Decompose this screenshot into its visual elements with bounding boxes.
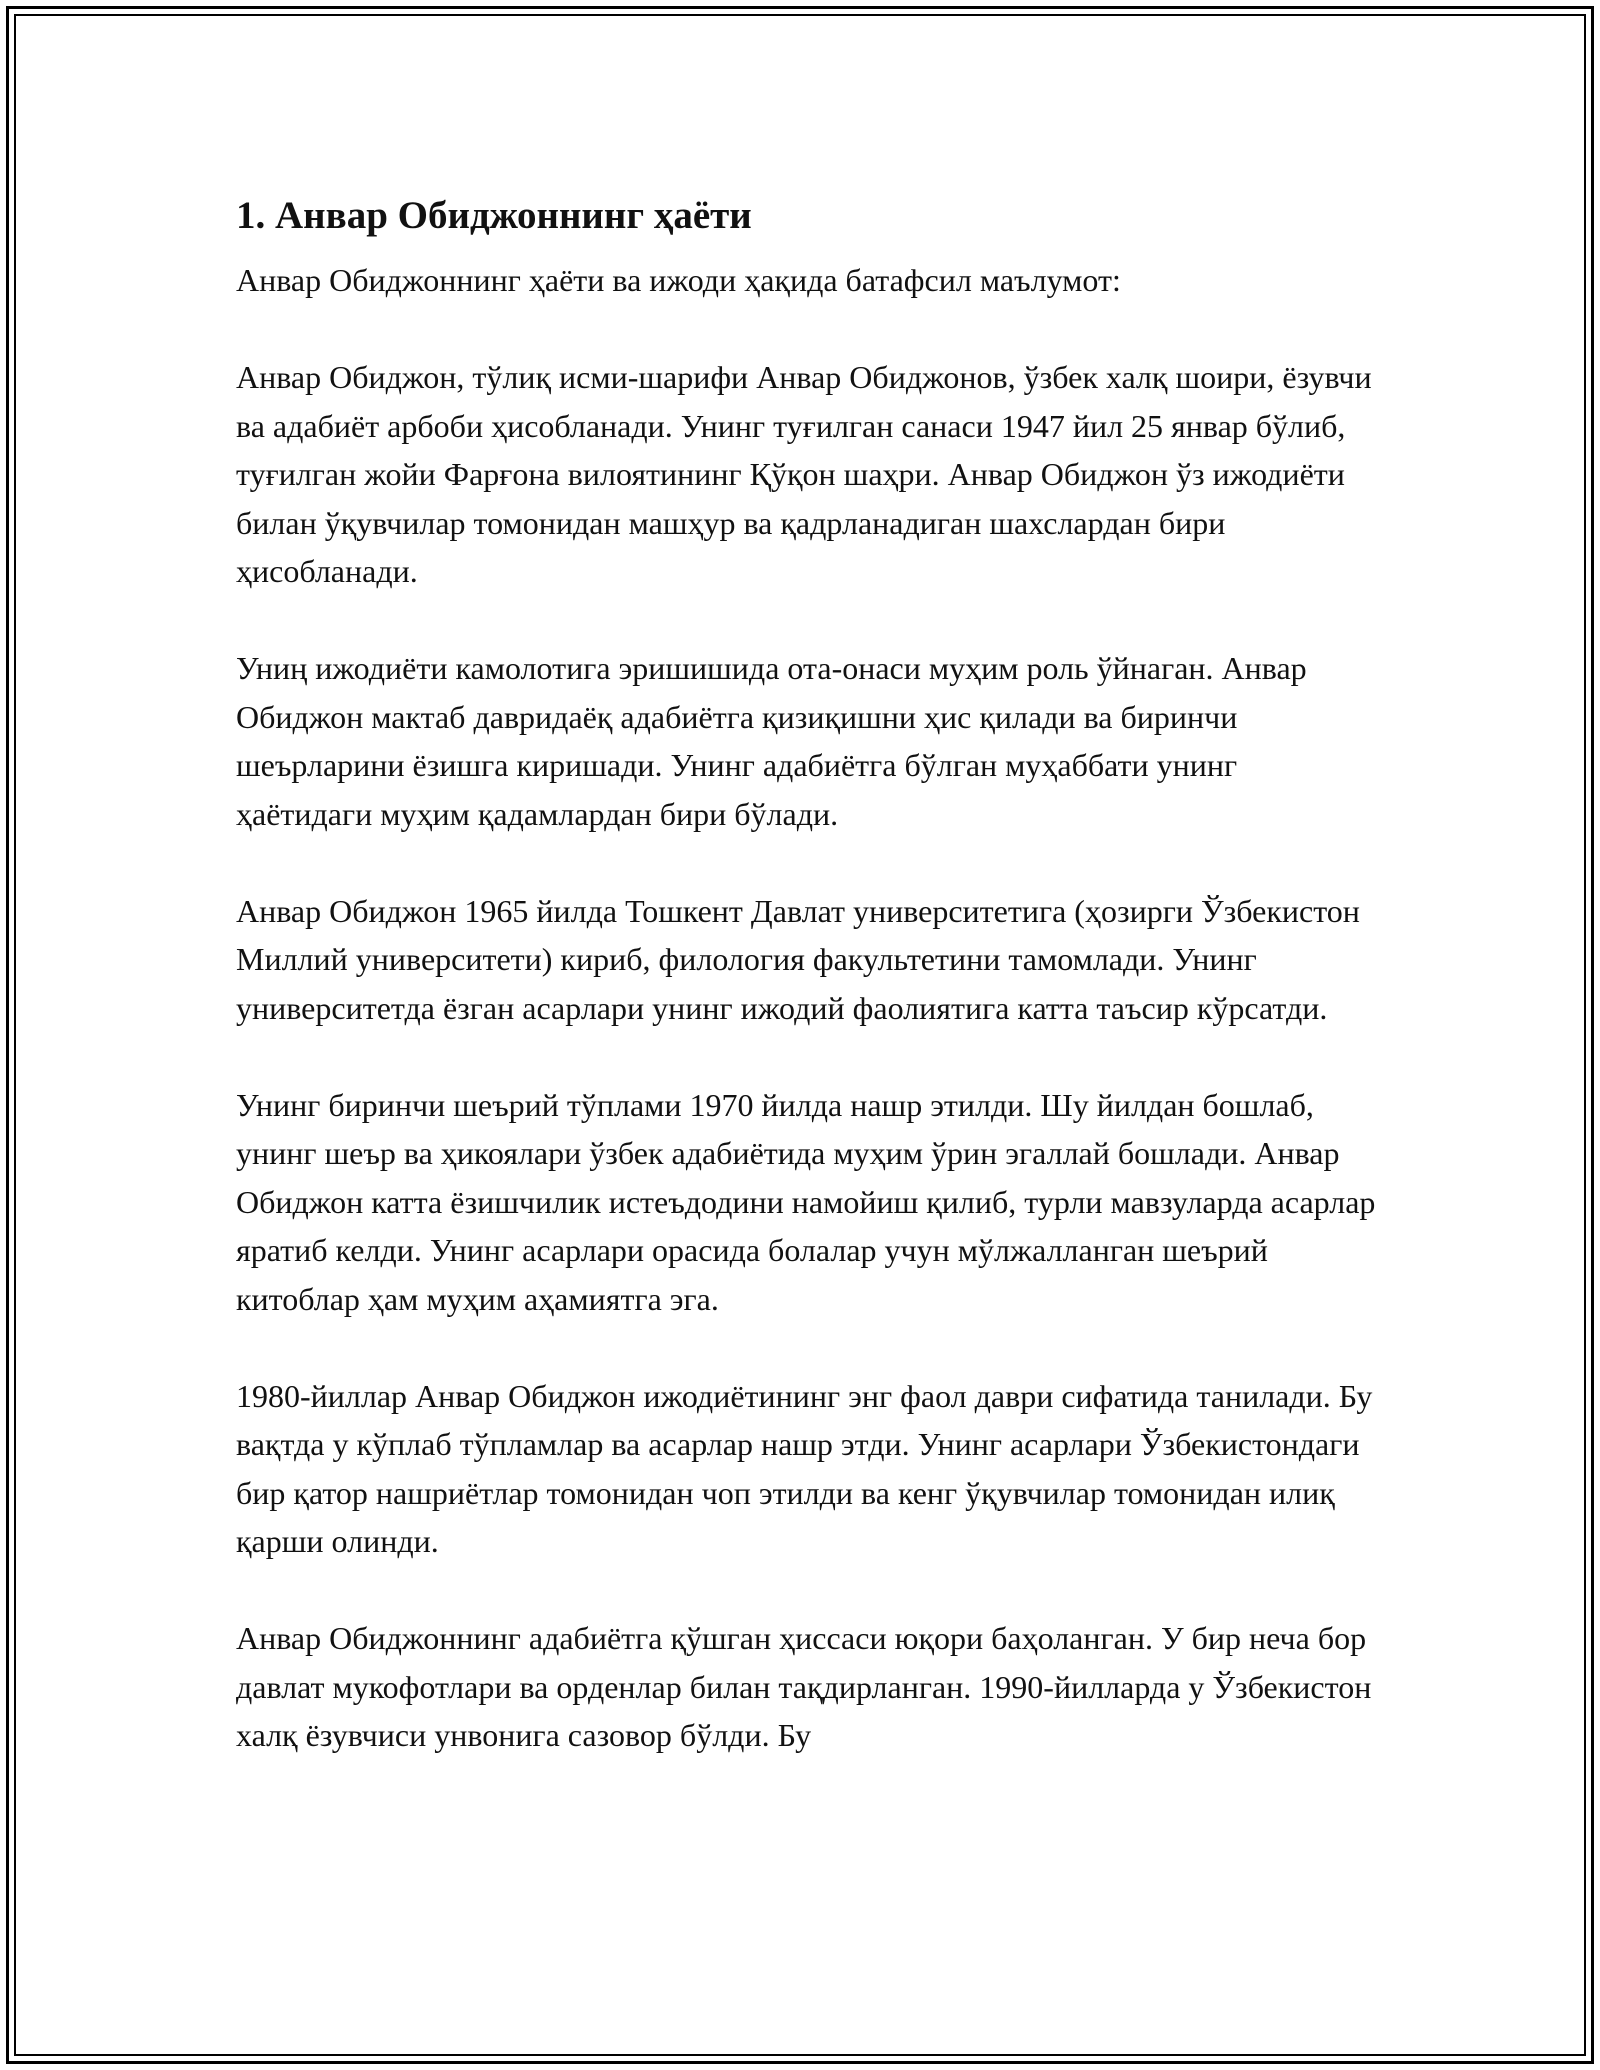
paragraph-university: Анвар Обиджон 1965 йилда Тошкент Давлат университетига (ҳозирги Ўзбекистон Миллий университети) кириб, филология факультетини тамомлади. Унинг университетда ёзган асарлари унинг ижодий фаолиятига катта таъсир кўрсатди.	[236, 892, 1360, 1026]
section-heading: 1. Анвар Обиджоннинг ҳаёти	[236, 194, 752, 237]
paragraph-awards: Анвар Обиджоннинг адабиётга қўшган ҳиссаси юқори баҳоланган. У бир неча бор давлат мукофотлари ва орденлар билан тақдирланган. 1990-йилларда у Ўзбекистон халқ ёзувчиси унвонига сазовор бўлди. Бу	[236, 1620, 1372, 1753]
paragraph-1980s: 1980-йиллар Анвар Обиджон ижодиётининг энг фаол даври сифатида танилади. Бу вақтда у кўплаб тўпламлар ва асарлар нашр этди. Унинг асарлари Ўзбекистондаги бир қатор нашриётлар томонидан чоп этилди ва кенг ўқувчилар томонидан илиқ қарши олинди.	[236, 1377, 1373, 1559]
paragraph-first-collection: Унинг биринчи шеърий тўплами 1970 йилда нашр этилди. Шу йилдан бошлаб, унинг шеър ва ҳикоялари ўзбек адабиётида муҳим ўрин эгаллай бошлади. Анвар Обиджон катта ёзишчилик истеъдодини намойиш қилиб, турли мавзуларда асарлар яратиб келди. Унинг асарлари орасида болалар учун мўлжалланган шеърий китоблар ҳам муҳим аҳамиятга эга.	[236, 1086, 1376, 1317]
paragraph-intro: Анвар Обиджоннинг ҳаёти ва ижоди ҳақида батафсил маълумот:	[236, 262, 1121, 298]
paragraph-birth: Анвар Обиджон, тўлиқ исми-шарифи Анвар Обиджонов, ўзбек халқ шоири, ёзувчи ва адабиёт арбоби ҳисобланади. Унинг туғилган санаси 1947 йил 25 январ бўлиб, туғилган жойи Фарғона вилоятининг Қўқон шаҳри. Анвар Обиджон ўз ижодиёти билан ўқувчилар томонидан машҳур ва қадрланадиган шахслардан бири ҳисобланади.	[236, 359, 1372, 589]
paragraph-early-creativity: Униң ижодиёти камолотига эришишида ота-онаси муҳим роль ўйнаган. Анвар Обиджон мактаб давридаёқ адабиётга қизиқишни ҳис қилади ва биринчи шеърларини ёзишга киришади. Унинг адабиётга бўлган муҳаббати унинг ҳаётидаги муҳим қадамлардан бири бўлади.	[236, 650, 1307, 832]
document-body	[236, 190, 1376, 1808]
